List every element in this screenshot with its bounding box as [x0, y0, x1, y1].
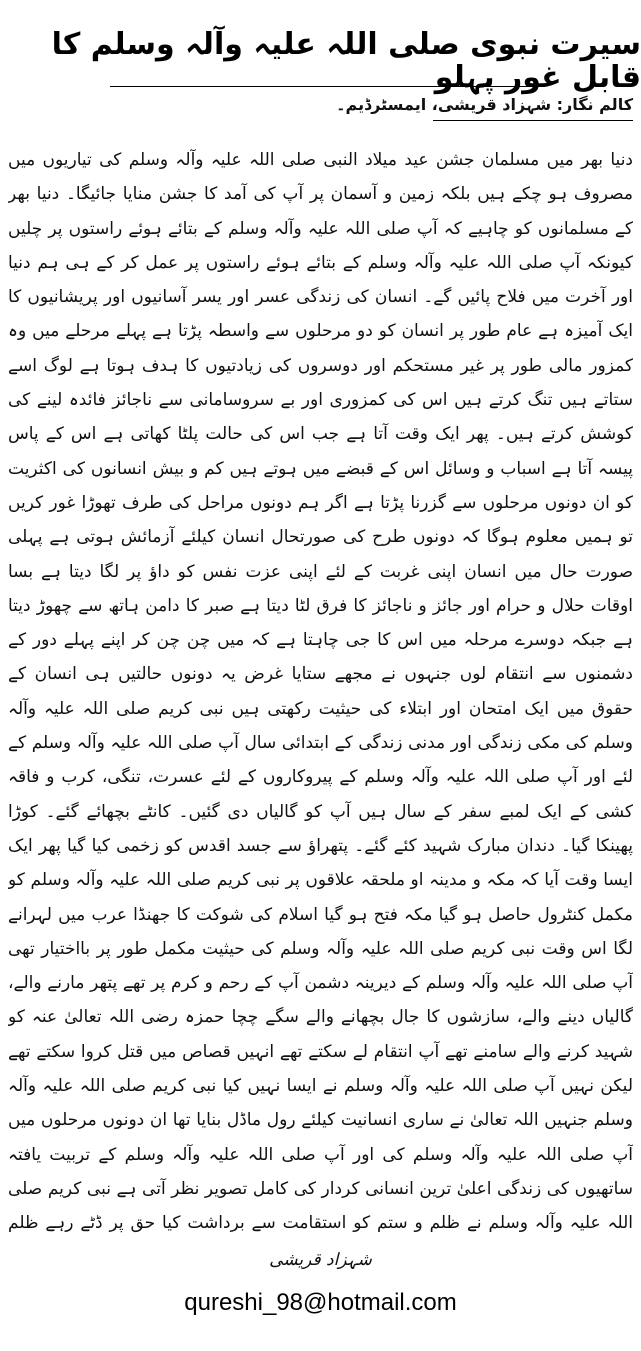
article-title: سیرت نبوی صلی اللہ علیہ وآلہ وسلم کا قابل غور پہلو	[51, 27, 641, 96]
byline-underline	[433, 120, 633, 121]
author-signature: شہزاد قریشی	[269, 1250, 372, 1270]
article-byline: کالم نگار: شہزاد قریشی، ایمسٹرڈیم۔	[336, 95, 633, 114]
author-email: qureshi_98@hotmail.com	[184, 1289, 457, 1316]
article-body: دنیا بھر میں مسلمان جشن عید میلاد النبی صلی اللہ علیہ وآلہ وسلم کی تیاریوں میں مصروف ہو چکے ہیں بلکہ زمین و آسمان پر آپ کی آمد کا جشن منایا جائیگا۔ دنیا بھر کے مسلمانوں کو چاہیے کہ آپ صلی اللہ علیہ وآلہ وسلم کے بتائے ہوئے راستوں پر چلیں کیونکہ آپ صلی اللہ علیہ وآلہ وسلم کے بتائے ہوئے راستوں پر عمل کر کے ہی ہم دنیا اور آخرت میں فلاح پائیں گے۔ انسان کی زندگی عسر اور یسر آسانیوں اور پریشانیوں کا ایک آمیزہ ہے عام طور پر انسان کو دو مرحلوں سے واسطہ پڑتا ہے پہلے مرحلے میں وہ کمزور مالی طور پر غیر مستحکم اور دوسروں کی زیادتیوں کا ہدف ہوتا ہے لوگ اسے ستاتے ہیں تنگ کرتے ہیں اس کی کمزوری اور بے سروسامانی سے ناجائز فائدہ لینے کی کوشش کرتے ہیں۔ پھر ایک وقت آتا ہے جب اس کی حالت پلٹا کھاتی ہے اس کے پاس پیسہ آتا ہے اسباب و وسائل اس کے قبضے میں ہوتے ہیں کم و بیش انسانوں کی اکثریت کو ان دونوں مرحلوں سے گزرنا پڑتا ہے اگر ہم دونوں مراحل کی طرف تھوڑا غور کریں تو ہمیں معلوم ہوگا کہ دونوں طرح کی صورتحال انسان کیلئے آزمائش ہوتی ہے پہلی صورت حال میں انسان اپنی غربت کے لئے اپنی عزت نفس کو داؤ پر لگا دیتا ہے بسا اوقات حلال و حرام اور جائز و ناجائز کا فرق لٹا دیتا ہے صبر کا دامن ہاتھ سے چھوڑ دیتا ہے جبکہ دوسرے مرحلہ میں اس کا جی چاہتا ہے کہ میں چن چن کر اپنے پہلے دور کے دشمنوں سے انتقام لوں جنہوں نے مجھے ستایا غرض یہ دونوں حالتیں ہی انسان کے حقوق میں ایک امتحان اور ابتلاء کی حیثیت رکھتی ہیں نبی کریم صلی اللہ علیہ وآلہ وسلم کی مکی زندگی اور مدنی زندگی کے ابتدائی سال آپ صلی اللہ علیہ وآلہ وسلم کے لئے اور آپ صلی اللہ علیہ وآلہ وسلم کے پیروکاروں کے لئے عسرت، تنگی، کرب و فاقہ کشی کے ایک لمبے سفر کے سال ہیں آپ کو گالیاں دی گئیں۔ کانٹے بچھائے گئے۔ کوڑا پھینکا گیا۔ دندان مبارک شہید کئے گئے۔ پتھراؤ سے جسد اقدس کو زخمی کیا گیا پھر ایک ایسا وقت آیا کہ مکہ و مدینہ او ملحقہ علاقوں پر نبی کریم صلی اللہ علیہ وآلہ وسلم کو مکمل کنٹرول حاصل ہو گیا مکہ فتح ہو گیا اسلام کی شوکت کا جھنڈا عرب میں لہرانے لگا اس وقت نبی کریم صلی اللہ علیہ وآلہ وسلم کی حیثیت مکمل طور پر بااختیار تھی آپ صلی اللہ علیہ وآلہ وسلم کے دیرینہ دشمن آپ کے رحم و کرم پر تھے پتھر مارنے والے، گالیاں دینے والے، سازشوں کا جال بچھانے والے سگے چچا حمزہ رضی اللہ تعالیٰ عنہ کو شہید کرنے والے سامنے تھے آپ انتقام لے سکتے تھے انہیں قصاص میں قتل کروا سکتے تھے لیکن نہیں آپ صلی اللہ علیہ وآلہ وسلم نے ایسا نہیں کیا نبی کریم صلی اللہ علیہ وآلہ وسلم جنہیں اللہ تعالیٰ نے ساری انسانیت کیلئے رول ماڈل بنایا تھا ان دونوں مرحلوں میں آپ صلی اللہ علیہ وآلہ وسلم کی اور آپ صلی اللہ علیہ وآلہ وسلم کے تربیت یافتہ ساتھیوں کی زندگی اعلیٰ ترین انسانی کردار کی کامل تصویر نظر آتی ہے نبی کریم صلی اللہ علیہ وآلہ وسلم نے ظلم و ستم کو استقامت سے برداشت کیا حق پر ڈٹے رہے ظلم	[8, 150, 633, 1234]
title-underline	[110, 86, 530, 87]
